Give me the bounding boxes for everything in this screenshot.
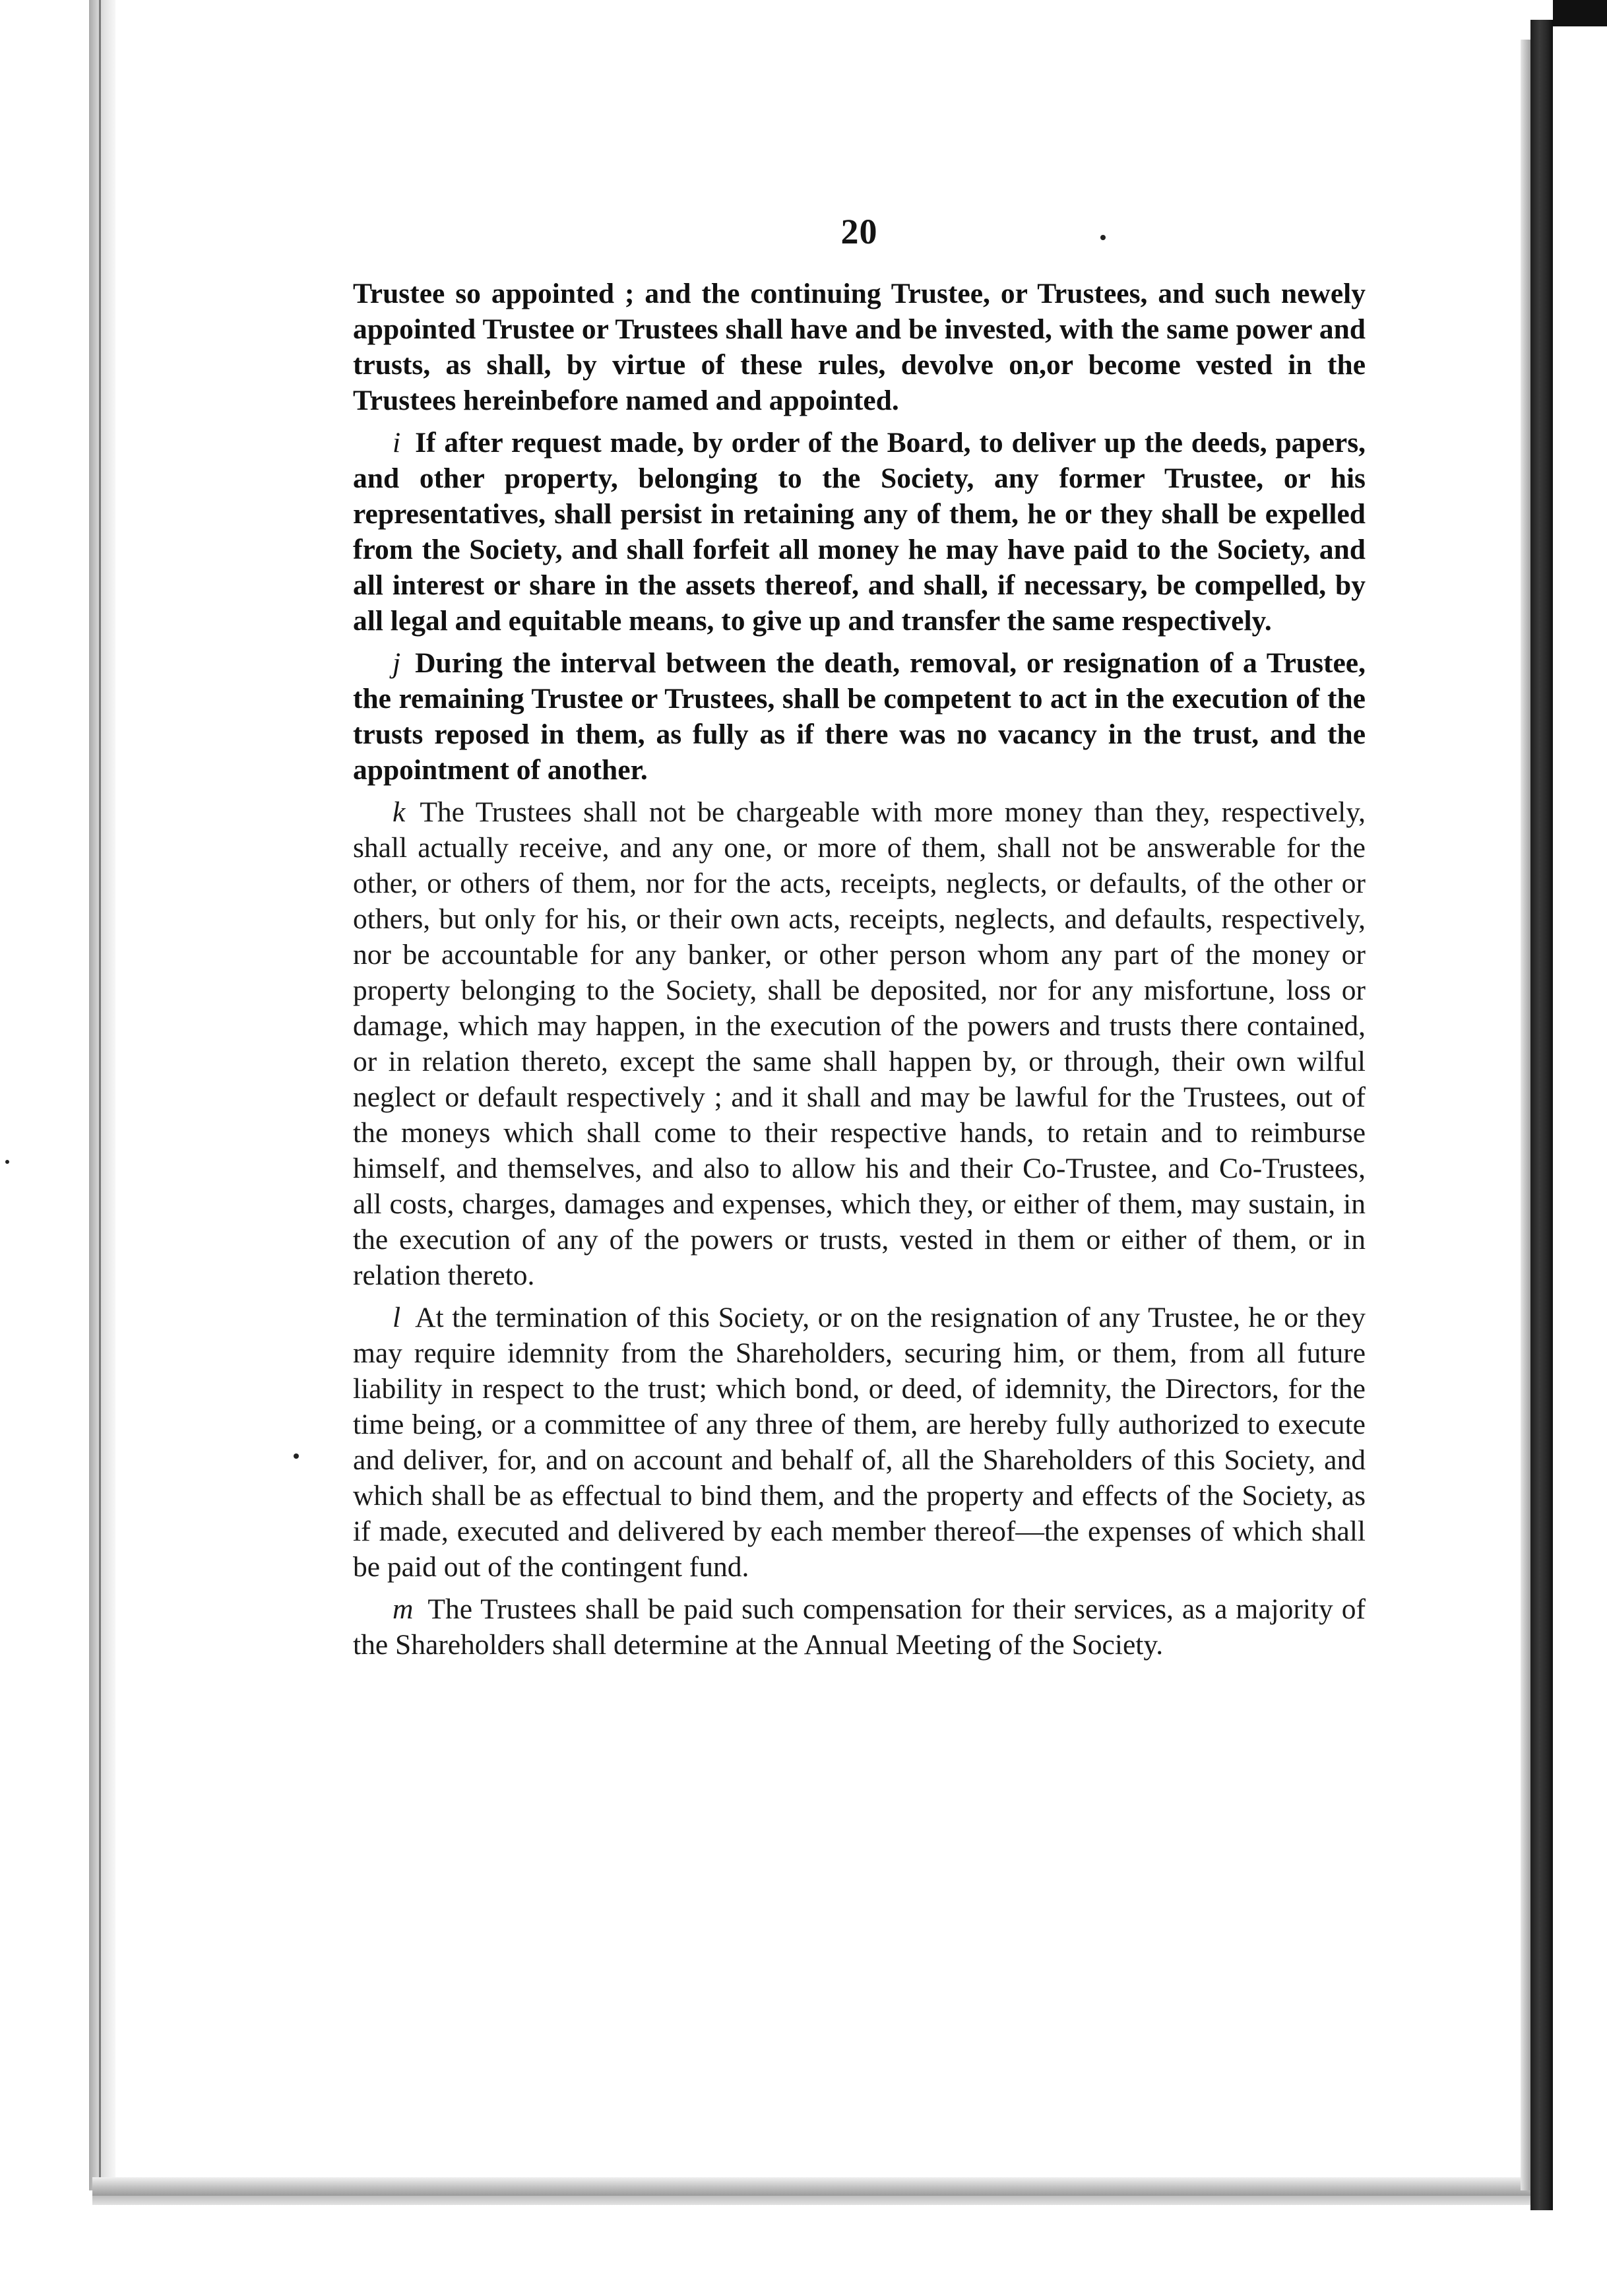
stray-mark (5, 1160, 9, 1164)
paragraph-m (353, 1591, 1366, 1663)
paragraph-marker: i (393, 427, 401, 459)
paragraph-marker: j (393, 647, 401, 679)
left-gutter-line (99, 0, 101, 2190)
paragraph-text: During the interval between the death, removal, or resignation of a Trustee, the remaining Trustee or Trustees, shall be competent to act in the execution of the trusts reposed in them, as fully as if there was no vacancy in the trust, and the appointment of another. (353, 647, 1366, 786)
paragraph-continuation (353, 276, 1366, 418)
text-column (353, 191, 1366, 1669)
paragraph-text: The Trustees shall not be chargeable with more money than they, respectively, shall actually receive, and any one, or more of them, shall not be answerable for the other, or others of them, nor for the acts, receipts, neglects, or defaults, of the other or others, but only for his, or their own acts, receipts, neglects, and defaults, respectively, nor be accountable for any banker, or other person whom any part of the money or property belonging to the Society, shall be deposited, nor for any misfortune, loss or damage, which may happen, in the execution of the powers and trusts there contained, or in relation thereto, except the same shall happen by, or through, their own wilful neglect or default respectively ; and it shall and may be lawful for the Trustees, out of the moneys which shall come to their respective hands, to retain and to reimburse himself, and themselves, and also to allow his and their Co-Trustee, and Co-Trustees, all costs, charges, damages and expenses, which they, or either of them, may sustain, in the execution of any of the powers or trusts, vested in them or either of them, or in relation thereto. (353, 796, 1366, 1291)
paragraph-k (353, 794, 1366, 1293)
right-binding-edge (1530, 20, 1553, 2210)
paragraph-text: Trustee so appointed ; and the continuing Trustee, or Trustees, and such newely appointed Trustee or Trustees shall have and be invested, with the same power and trusts, as shall, by virtue of these rules, devolve on,or become vested in the Trustees hereinbefore named and appointed. (353, 278, 1366, 416)
paragraph-marker: m (393, 1593, 414, 1625)
right-margin (1553, 0, 1607, 2296)
stray-mark (294, 1453, 299, 1459)
top-right-corner-shadow (1553, 0, 1607, 26)
bottom-page-edge-lower (92, 2196, 1544, 2205)
paragraph-i (353, 425, 1366, 639)
paragraph-text: If after request made, by order of the Board, to deliver up the deeds, papers, and other property, belonging to the Society, any former Trustee, or his representatives, shall persist in retaining any of them, he or they shall be expelled from the Society, and shall forfeit all money he may have paid to the Society, and all interest or share in the assets thereof, and shall, if necessary, be compelled, by all legal and equitable means, to give up and transfer the same respectively. (353, 427, 1366, 637)
paragraph-marker: l (393, 1302, 401, 1333)
paragraph-text: The Trustees shall be paid such compensation for their services, as a majority of the Shareholders shall determine at the Annual Meeting of the Society. (353, 1593, 1366, 1661)
left-gutter-shadow (89, 0, 115, 2190)
right-binding-highlight (1521, 40, 1531, 2190)
bottom-page-edge (92, 2177, 1544, 2196)
paragraph-j (353, 645, 1366, 788)
paragraph-text: At the termination of this Society, or on the resignation of any Trustee, he or they may require idemnity from the Shareholders, securing him, or them, from all future liability in respect to the trust; which bond, or deed, of idemnity, the Directors, for the time being, or a committee of any three of them, are hereby fully authorized to execute and deliver, for, and on account and behalf of, all the Shareholders of this Society, and which shall be as effectual to bind them, and the property and effects of the Society, as if made, executed and delivered by each member thereof—the expenses of which shall be paid out of the contingent fund. (353, 1302, 1366, 1583)
page-number: 20 (840, 212, 878, 251)
paragraph-marker: k (393, 796, 406, 828)
paragraph-l (353, 1300, 1366, 1585)
